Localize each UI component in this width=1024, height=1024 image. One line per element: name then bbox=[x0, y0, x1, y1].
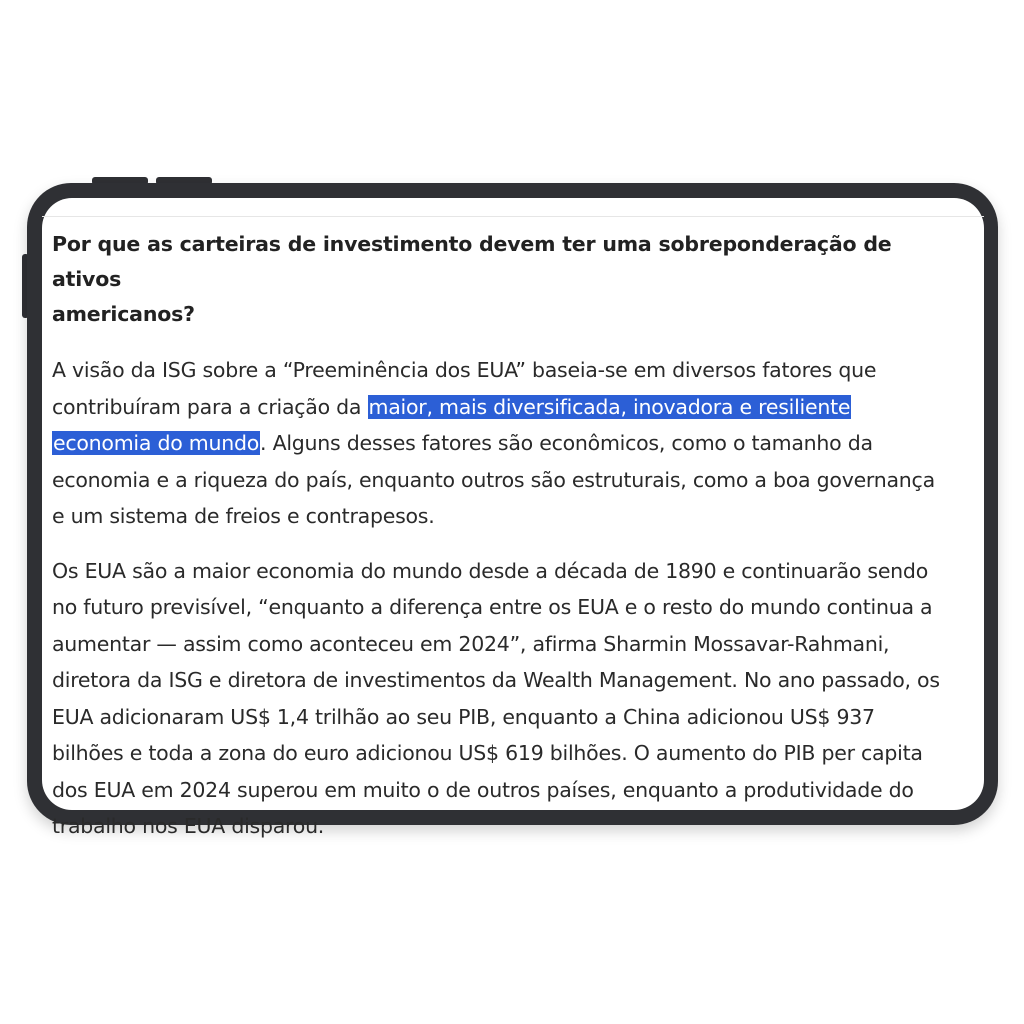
paragraph-line: A visão da ISG sobre a “Preeminência dos EUA” baseia-se em diversos fatores que bbox=[52, 358, 877, 382]
selected-text[interactable]: maior, mais diversificada, inovadora e resiliente bbox=[368, 394, 851, 419]
paragraph-line: trabalho nos EUA disparou. bbox=[52, 814, 325, 838]
article-body bbox=[52, 227, 1012, 863]
top-divider bbox=[42, 216, 984, 217]
paragraph-line: aumentar — assim como aconteceu em 2024”, afirma Sharmin Mossavar-Rahmani, bbox=[52, 631, 890, 656]
paragraph-2[interactable] bbox=[52, 553, 1012, 845]
paragraph-line: economia e a riqueza do país, enquanto outros são estruturais, como a boa governança bbox=[52, 467, 935, 492]
paragraph-line: Os EUA são a maior economia do mundo desde a década de 1890 e continuarão sendo bbox=[52, 558, 928, 583]
paragraph-text: . Alguns desses fatores são econômicos, como o tamanho da bbox=[260, 431, 873, 455]
tablet-screen bbox=[42, 198, 984, 838]
paragraph-text: contribuíram para a criação da bbox=[52, 394, 368, 419]
paragraph-line bbox=[52, 425, 1012, 462]
paragraph-line: dos EUA em 2024 superou em muito o de outros países, enquanto a produtividade do bbox=[52, 777, 914, 802]
paragraph-line: e um sistema de freios e contrapesos. bbox=[52, 504, 435, 528]
heading-line: Por que as carteiras de investimento devem ter uma sobreponderação de ativos bbox=[52, 232, 892, 291]
paragraph-line: no futuro previsível, “enquanto a diferença entre os EUA e o resto do mundo continua a bbox=[52, 595, 933, 619]
heading-line: americanos? bbox=[52, 302, 195, 326]
paragraph-line bbox=[52, 389, 1012, 426]
article-heading bbox=[52, 227, 952, 332]
paragraph-1[interactable] bbox=[52, 352, 1012, 535]
selected-text[interactable]: economia do mundo bbox=[53, 431, 260, 455]
paragraph-line: EUA adicionaram US$ 1,4 trilhão ao seu PIB, enquanto a China adicionou US$ 937 bbox=[52, 704, 875, 729]
paragraph-line: diretora da ISG e diretora de investimentos da Wealth Management. No ano passado, os bbox=[52, 668, 940, 692]
paragraph-line: bilhões e toda a zona do euro adicionou US$ 619 bilhões. O aumento do PIB per capita bbox=[52, 741, 923, 765]
